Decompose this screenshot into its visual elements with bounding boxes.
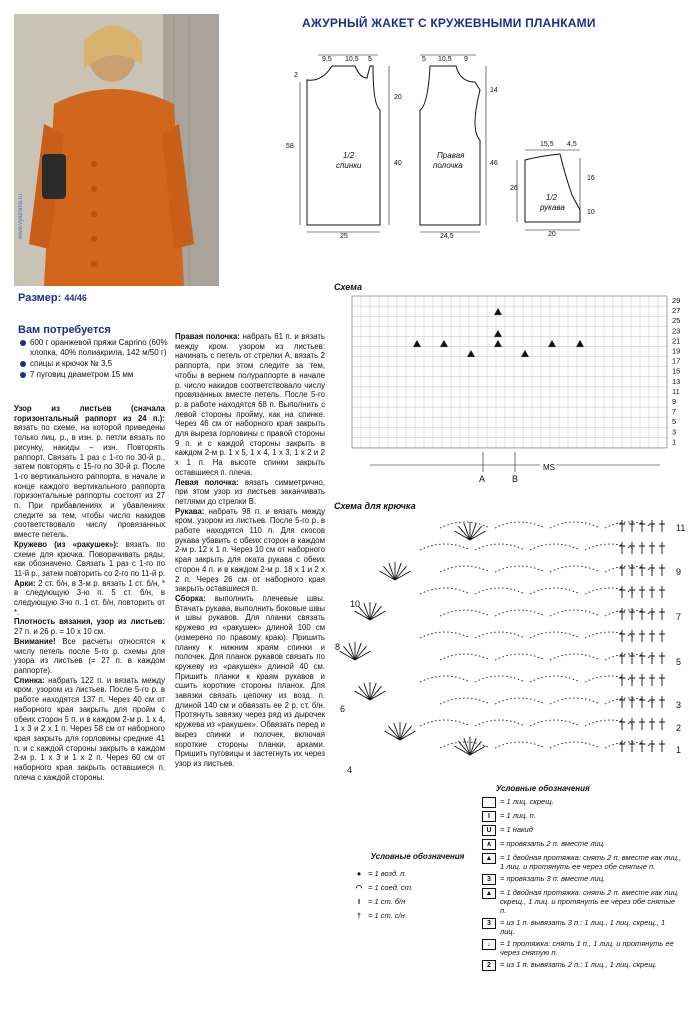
back-label-1: 1/2 [343,151,355,160]
double-crochet-icon: † [356,910,362,920]
double-crochet-mark [649,740,655,752]
legend-row [482,918,682,936]
chart-label: Схема [334,282,362,292]
chain-arc [495,654,545,660]
shell-stitch [458,526,470,540]
chain-arc [585,720,635,726]
dim-back-top-2: 10,5 [345,56,359,63]
shell-stitch [383,566,395,580]
double-crochet-mark [649,542,655,554]
crochet-row-numbers [335,523,685,775]
legend-text: = 1 возд. п. [368,868,407,878]
dim-26: 26 [510,185,518,192]
legend-heading: Условные обозначения [496,784,590,793]
paragraph [14,540,165,579]
list-item: 7 пуговиц диаметром 15 мм [18,370,168,380]
legend-row [482,939,682,957]
paragraph [175,507,325,594]
chain-arc [495,566,545,572]
chain-arc [440,610,490,616]
page-title: АЖУРНЫЙ ЖАКЕТ С КРУЖЕВНЫМИ ПЛАНКАМИ [302,16,596,30]
paragraph [14,637,165,676]
double-crochet-mark [629,630,635,642]
back-dims [286,56,402,240]
dim-10: 10 [587,209,595,216]
chart-row-number: 27 [672,306,681,316]
chain-arc [440,742,490,748]
chart-stitch-mark [413,340,421,347]
double-crochet-mark [659,652,665,664]
double-crochet-mark [619,740,625,752]
double-crochet-mark [619,696,625,708]
legend-row [350,894,485,908]
paragraph-heading: Арки: [14,578,36,588]
double-crochet-mark [639,564,645,576]
chart-row-number: 1 [672,437,677,447]
chain-arc [550,566,600,572]
single-crochet-icon: I [357,896,361,906]
chain-arc [585,544,635,550]
crochet-chart-label: Схема для крючка [334,501,416,511]
double-crochet-mark [629,652,635,664]
crochet-row-number: 9 [676,567,682,577]
chart-stitch-mark [521,350,529,357]
crochet-row-number: 6 [340,704,346,714]
back-piece-schematic [307,66,380,225]
arrow-b-label: B [512,474,519,484]
double-crochet-mark [619,652,625,664]
back-label-2: спинки [336,161,362,170]
double-crochet-mark [629,542,635,554]
chart-arrows [479,463,555,484]
shell-stitch [400,726,412,740]
crochet-row-number: 2 [676,723,682,733]
double-crochet-mark [649,696,655,708]
chart-row-number: 13 [672,376,681,386]
shell-stitch [358,606,370,620]
instructions-column-1 [14,404,165,782]
double-crochet-mark [629,586,635,598]
chain-arc [495,698,545,704]
chart-stitch-mark [548,340,556,347]
paragraph [175,332,325,478]
double-crochet-mark [619,630,625,642]
chain-arc [605,566,655,572]
dim-front-top-2: 10,5 [438,56,452,63]
paragraph [175,478,325,507]
dim-sleeve-top-1: 15,5 [540,141,554,148]
ms-label: MS [543,463,555,472]
legend-row [350,880,485,894]
chain-arc [605,654,655,660]
legend-text: = 1 двойная протяжка: снять 2 п. вместе как лиц., 1 лиц. и протянуть ее через обе снятые п. [500,853,682,871]
chain-arc [495,610,545,616]
chain-arc [420,676,470,682]
crochet-row-number: 3 [676,700,682,710]
k2tog-icon: ∧ [482,839,496,850]
double-crochet-mark [629,718,635,730]
chain-arc [605,742,655,748]
list-item: спицы и крючок № 3,5 [18,359,168,369]
double-crochet-mark [619,608,625,620]
crochet-legend [350,852,485,922]
chain-arc [420,632,470,638]
arrow-a-label: A [479,474,486,484]
double-crochet-mark [639,520,645,532]
crochet-row-number: 4 [347,765,353,775]
dim-20: 20 [394,94,402,101]
double-crochet-mark [659,586,665,598]
double-crochet-mark [659,674,665,686]
double-decrease-icon: ▲ [482,853,496,864]
dim-2: 2 [294,72,298,79]
chain-arc [605,522,655,528]
chain-arc [440,566,490,572]
dim-46: 46 [490,160,498,167]
legend-row [482,874,682,885]
legend-text: = 1 протяжка: снять 1 п., 1 лиц. и протянуть ее через снятую п. [500,939,674,957]
double-crochet-mark [619,718,625,730]
paragraph-heading: Левая полочка: [175,477,239,487]
double-decrease-twisted-icon: ▲ [482,888,496,899]
chain-arc [420,720,470,726]
double-crochet-mark [649,652,655,664]
chart-stitch-mark [576,340,584,347]
dim-20b: 20 [548,231,556,238]
chart-stitch-mark [494,308,502,315]
double-crochet-mark [649,608,655,620]
paragraph-heading: Кружево (из «ракушек»): [14,539,119,549]
k3tog-icon: 3 [482,874,496,885]
chain-arc [530,588,580,594]
shell-stitch [355,646,367,660]
paragraph-heading: Узор из листьев (сначала горизонтальный раппорт из 24 п.): [14,404,165,423]
chart-row-number: 21 [672,336,681,346]
chain-arc [585,632,635,638]
chain-arc [530,632,580,638]
double-crochet-mark [629,696,635,708]
legend-row [482,839,682,850]
legend-row [350,908,485,922]
yarn-over-icon: U [482,825,496,836]
front-dims [422,56,498,240]
shell-stitch [370,606,382,620]
chain-arc [585,588,635,594]
double-crochet-mark [629,608,635,620]
crochet-row-number: 7 [676,612,682,622]
crochet-row-number: 8 [335,642,341,652]
chain-arc [530,544,580,550]
dim-front-top-1: 5 [422,56,426,63]
front-label-2: полочка [433,161,463,170]
chain-arc [585,676,635,682]
knitting-legend [482,784,682,974]
legend-row [482,853,682,871]
chain-arc [550,698,600,704]
double-crochet-mark [659,564,665,576]
crochet-row-number: 10 [350,599,361,609]
chain-arc [475,544,525,550]
paragraph [14,579,165,618]
chain-arc [605,698,655,704]
chart-row-number: 17 [672,356,681,366]
crochet-chart [339,520,665,755]
double-crochet-mark [649,586,655,598]
paragraph-heading: Рукава: [175,506,205,516]
paragraph-text: набрать 98 п. и вязать между кром. узором из листьев. После 5-го р. в работе находятся 110 п. Для скосов рукава убавить с обеих сторон в каждом 2-м р. 12 х 1 п. Через 10 см от наборного края закрыть для оката рукава с обеих сторон 4 п. и в каждом 2-м р. 18 х 1 и 2 х 2 п. Через 26 см от наборного края закрыть оставшиеся п. [175,506,325,594]
chart-stitch-mark [494,340,502,347]
legend-text: = 1 ст. б/н [368,896,406,906]
dim-25: 25 [340,233,348,240]
double-crochet-mark [619,542,625,554]
dim-58: 58 [286,143,294,150]
chart-row-number: 11 [672,386,680,396]
double-crochet-mark [639,586,645,598]
paragraph-heading: Плотность вязания, узор из листьев: [14,617,165,627]
legend-row [482,888,682,915]
dim-back-top-1: 9,5 [322,56,332,63]
front-label-1: Правая [437,151,465,160]
increase-3-icon: 3 [482,918,496,929]
paragraph-text: вязать симметрично, при этом узор из листьев заканчивать петлями до стрелки В. [175,477,325,506]
double-crochet-mark [659,740,665,752]
materials-list [18,338,168,381]
chain-arc [530,720,580,726]
knitting-chart [352,296,667,448]
legend-text: = из 1 п. вывязать 3 п.: 1 лиц., 1 лиц. скрещ., 1 лиц. [500,918,666,936]
crochet-row-number: 5 [676,657,682,667]
paragraph-text: вязать по схеме, на которой приведены только лиц. р., в изн. р. петли вязать по рисунку, накиды – изн. Повторять раппорт. Связать 1 раз с 1-го по 30-й р., затем повторять с 15-го по 30-й р. После 1-го вертикального раппорта, в начале и конце каждого вертикального раппорта горизонтальные раппорты состоят из 27 п. При прибавлениях и убавлениях следите за тем, чтобы число накидов соответствовало числу провязанных вместе петель. [14,423,165,540]
legend-row [350,866,485,880]
double-crochet-mark [639,630,645,642]
legend-row [482,797,682,808]
chart-stitch-mark [467,350,475,357]
legend-row [482,960,682,971]
chain-arc [440,698,490,704]
sleeve-dims [510,141,595,238]
paragraph-text: Все расчеты относятся к числу петель после 5-го р. схемы для узора из листьев (= 27 п. в каждом раппорте). [14,636,165,675]
sleeve-label-2: рукава [540,203,565,212]
chart-row-number: 29 [672,296,681,305]
double-crochet-mark [649,520,655,532]
chain-arc [605,610,655,616]
chain-arc [475,720,525,726]
paragraph-text: вязать по схеме для крючка. Поворачивать ряды, как обозначено. Связать 1 раз с 1-го по 11-й р., затем повторить со 2-го по 11-й р. [14,539,166,578]
dim-24-5: 24,5 [440,233,454,240]
photo-watermark: www.vyazanie.ru [18,194,24,240]
legend-text: = 1 соед. ст. [368,882,414,892]
shell-stitch [388,726,400,740]
double-crochet-mark [639,718,645,730]
chain-arc [440,654,490,660]
legend-text: = 1 лиц. п. [500,811,536,820]
double-crochet-mark [649,718,655,730]
chain-arc [530,676,580,682]
chart-stitch-mark [440,340,448,347]
paragraph-text: набрать 122 п. и вязать между кром. узором из листьев. После 5-го р. в работе находятся 137 п. Через 40 см от наборного края закрыть для пройм с обеих сторон 5 п. и в каждом 2-м р. 1 х 4, 1 х 3 и 2 х 1 п. Через 58 см от наборного края закрыть для горловины средние 41 п. и с каждой стороны закрыть в каждом 2-м р. 1 х 3 и 1 х 2 п. Через 60 см от наборного края закрыть оставшиеся п. плеча с каждой стороны. [14,675,165,782]
chart-row-number: 25 [672,316,681,326]
double-crochet-mark [659,608,665,620]
dim-40: 40 [394,160,402,167]
slip-stitch-icon: ◠ [355,882,363,892]
chain-arc [420,588,470,594]
legend-row [482,825,682,836]
size-label: Размер: [18,292,62,304]
paragraph [14,676,165,783]
materials-heading: Вам потребуется [18,324,111,336]
knit-icon: I [482,811,496,822]
chain-arc [495,522,545,528]
paragraph-text: выполнить плечевые швы. Втачать рукава, выполнить боковые швы и швы рукавов. Для планки связать кружево из «ракушек» длиной 100 см (измерено по правому краю). Пришить планку к нижним краям спинки и полочек. Для планок рукавов связать по кружеву из «ракушек» длиной 40 см. Пришить планки к краям рукавов и сшить короткие стороны планок. Для завязки связать цепочку из возд. п. длиной 140 см и обвязать ее 2 р. ст. б/н. Протянуть завязку через ряд из дырочек кружева из «ракушек». Обвязать перед и вырез спинки и полочек, включая короткие стороны планки, арками. Пришить пуговицы и застегнуть их через узор из листьев. [175,593,325,768]
shell-stitch [470,526,482,540]
size-line [18,292,87,304]
instructions-column-2 [175,332,325,769]
double-crochet-mark [649,674,655,686]
chain-arc [475,588,525,594]
shell-stitch [395,566,407,580]
legend-text: = 1 накид [500,825,533,834]
knitting-chart-cells [352,296,667,448]
list-item: 600 г оранжевой пряжи Caprino (60% хлопка, 40% полиакрила, 142 м/50 г) [18,338,168,358]
chain-arc [550,610,600,616]
chain-arc [420,544,470,550]
slip-decrease-icon: ↓ [482,939,496,950]
chart-row-number: 23 [672,326,681,336]
paragraph-text: набрать 61 п. и вязать между кром. узором из листьев: начинать с петель от стрелки А, вязать 2 раппорта, при этом следите за тем, чтобы в вернем полураппорте в начале р. число накидов соответствовало числу провязанных вместе петель. После 5-го р. в работе находятся 68 п. Выполнить с левой стороны пройму, как на спинке. Через 46 см от наборного края закрыть для выреза горловины с правой стороны 9 п. и с каждой стороны закрыть в каждом 2-м р. 1 х 5, 1 х 4, 1 х 3, 1 х 2 и 2 х 1 п. На высоте спинки закрыть оставшиеся п. плеча. [175,332,325,477]
crochet-row-number: 1 [676,745,682,755]
size-value: 44/46 [64,293,87,303]
paragraph-heading: Сборка: [175,593,206,603]
paragraph-heading: Внимание! [14,636,56,646]
dim-front-top-3: 9 [464,56,468,63]
dim-back-top-3: 5 [368,56,372,63]
double-crochet-mark [629,674,635,686]
double-crochet-mark [629,564,635,576]
legend-heading: Условные обозначения [370,852,465,861]
double-crochet-mark [639,542,645,554]
double-crochet-mark [639,696,645,708]
shell-stitch [358,686,370,700]
double-crochet-mark [649,564,655,576]
double-crochet-mark [619,674,625,686]
paragraph-heading: Правая полочка: [175,332,240,341]
double-crochet-mark [629,740,635,752]
legend-row [482,811,682,822]
shell-stitch [370,686,382,700]
legend-text: = 1 ст. с/н [368,910,405,920]
double-crochet-mark [619,520,625,532]
double-crochet-mark [629,520,635,532]
paragraph-text: 27 п. и 26 р. = 10 х 10 см. [14,627,106,637]
paragraph [14,617,165,636]
chain-stitch-icon: ● [356,868,362,878]
sleeve-label-1: 1/2 [546,193,558,202]
paragraph-text: 2 ст. б/н, в 3-м р. вязать 1 ст. б/н, * в следующую 3-ю п. 5 ст. б/н, в следующую 3-ю п. 1 ст. б/н, повторить от *. [14,578,165,617]
chain-arc [550,742,600,748]
legend-text: = 1 двойная протяжка: снять 2 п. вместе как лиц. скрещ., 1 лиц. и протянуть ее через обе снятые п. [500,888,680,915]
chain-arc [550,522,600,528]
double-crochet-mark [659,520,665,532]
double-crochet-mark [639,652,645,664]
shell-stitch [458,741,470,755]
chart-row-number: 9 [672,397,677,406]
double-crochet-mark [619,564,625,576]
dim-14: 14 [490,87,498,94]
double-crochet-mark [659,696,665,708]
chart-row-number: 5 [672,417,677,427]
legend-text: = провязать 2 п. вместе лиц. [500,839,606,848]
double-crochet-mark [659,718,665,730]
chart-row-number: 3 [672,427,677,437]
chain-arc [495,742,545,748]
double-crochet-mark [659,630,665,642]
chart-stitch-mark [494,330,502,337]
chain-arc [475,676,525,682]
double-crochet-mark [649,630,655,642]
chart-row-number: 15 [672,366,681,376]
double-crochet-mark [659,542,665,554]
legend-text: = из 1 п. вывязать 2 п.: 1 лиц., 1 лиц. скрещ. [500,960,657,969]
twisted-knit-icon [482,797,496,808]
double-crochet-mark [639,608,645,620]
chart-row-number: 7 [672,407,677,417]
dim-16: 16 [587,175,595,182]
legend-text: = провязать 3 п. вместе лиц. [500,874,606,883]
double-crochet-mark [619,586,625,598]
double-crochet-mark [639,674,645,686]
front-piece-schematic [420,66,480,225]
chain-arc [475,632,525,638]
double-crochet-mark [639,740,645,752]
chart-row-numbers [672,296,680,446]
chart-row-number: 19 [672,346,681,356]
legend-text: = 1 лиц. скрещ. [500,797,554,806]
chain-arc [550,654,600,660]
paragraph [175,594,325,769]
paragraph-heading: Спинка: [14,675,45,685]
increase-2-icon: 2 [482,960,496,971]
dim-sleeve-top-2: 4,5 [567,141,577,148]
crochet-row-number: 11 [676,523,686,533]
paragraph [14,404,165,540]
shell-stitch [343,646,355,660]
